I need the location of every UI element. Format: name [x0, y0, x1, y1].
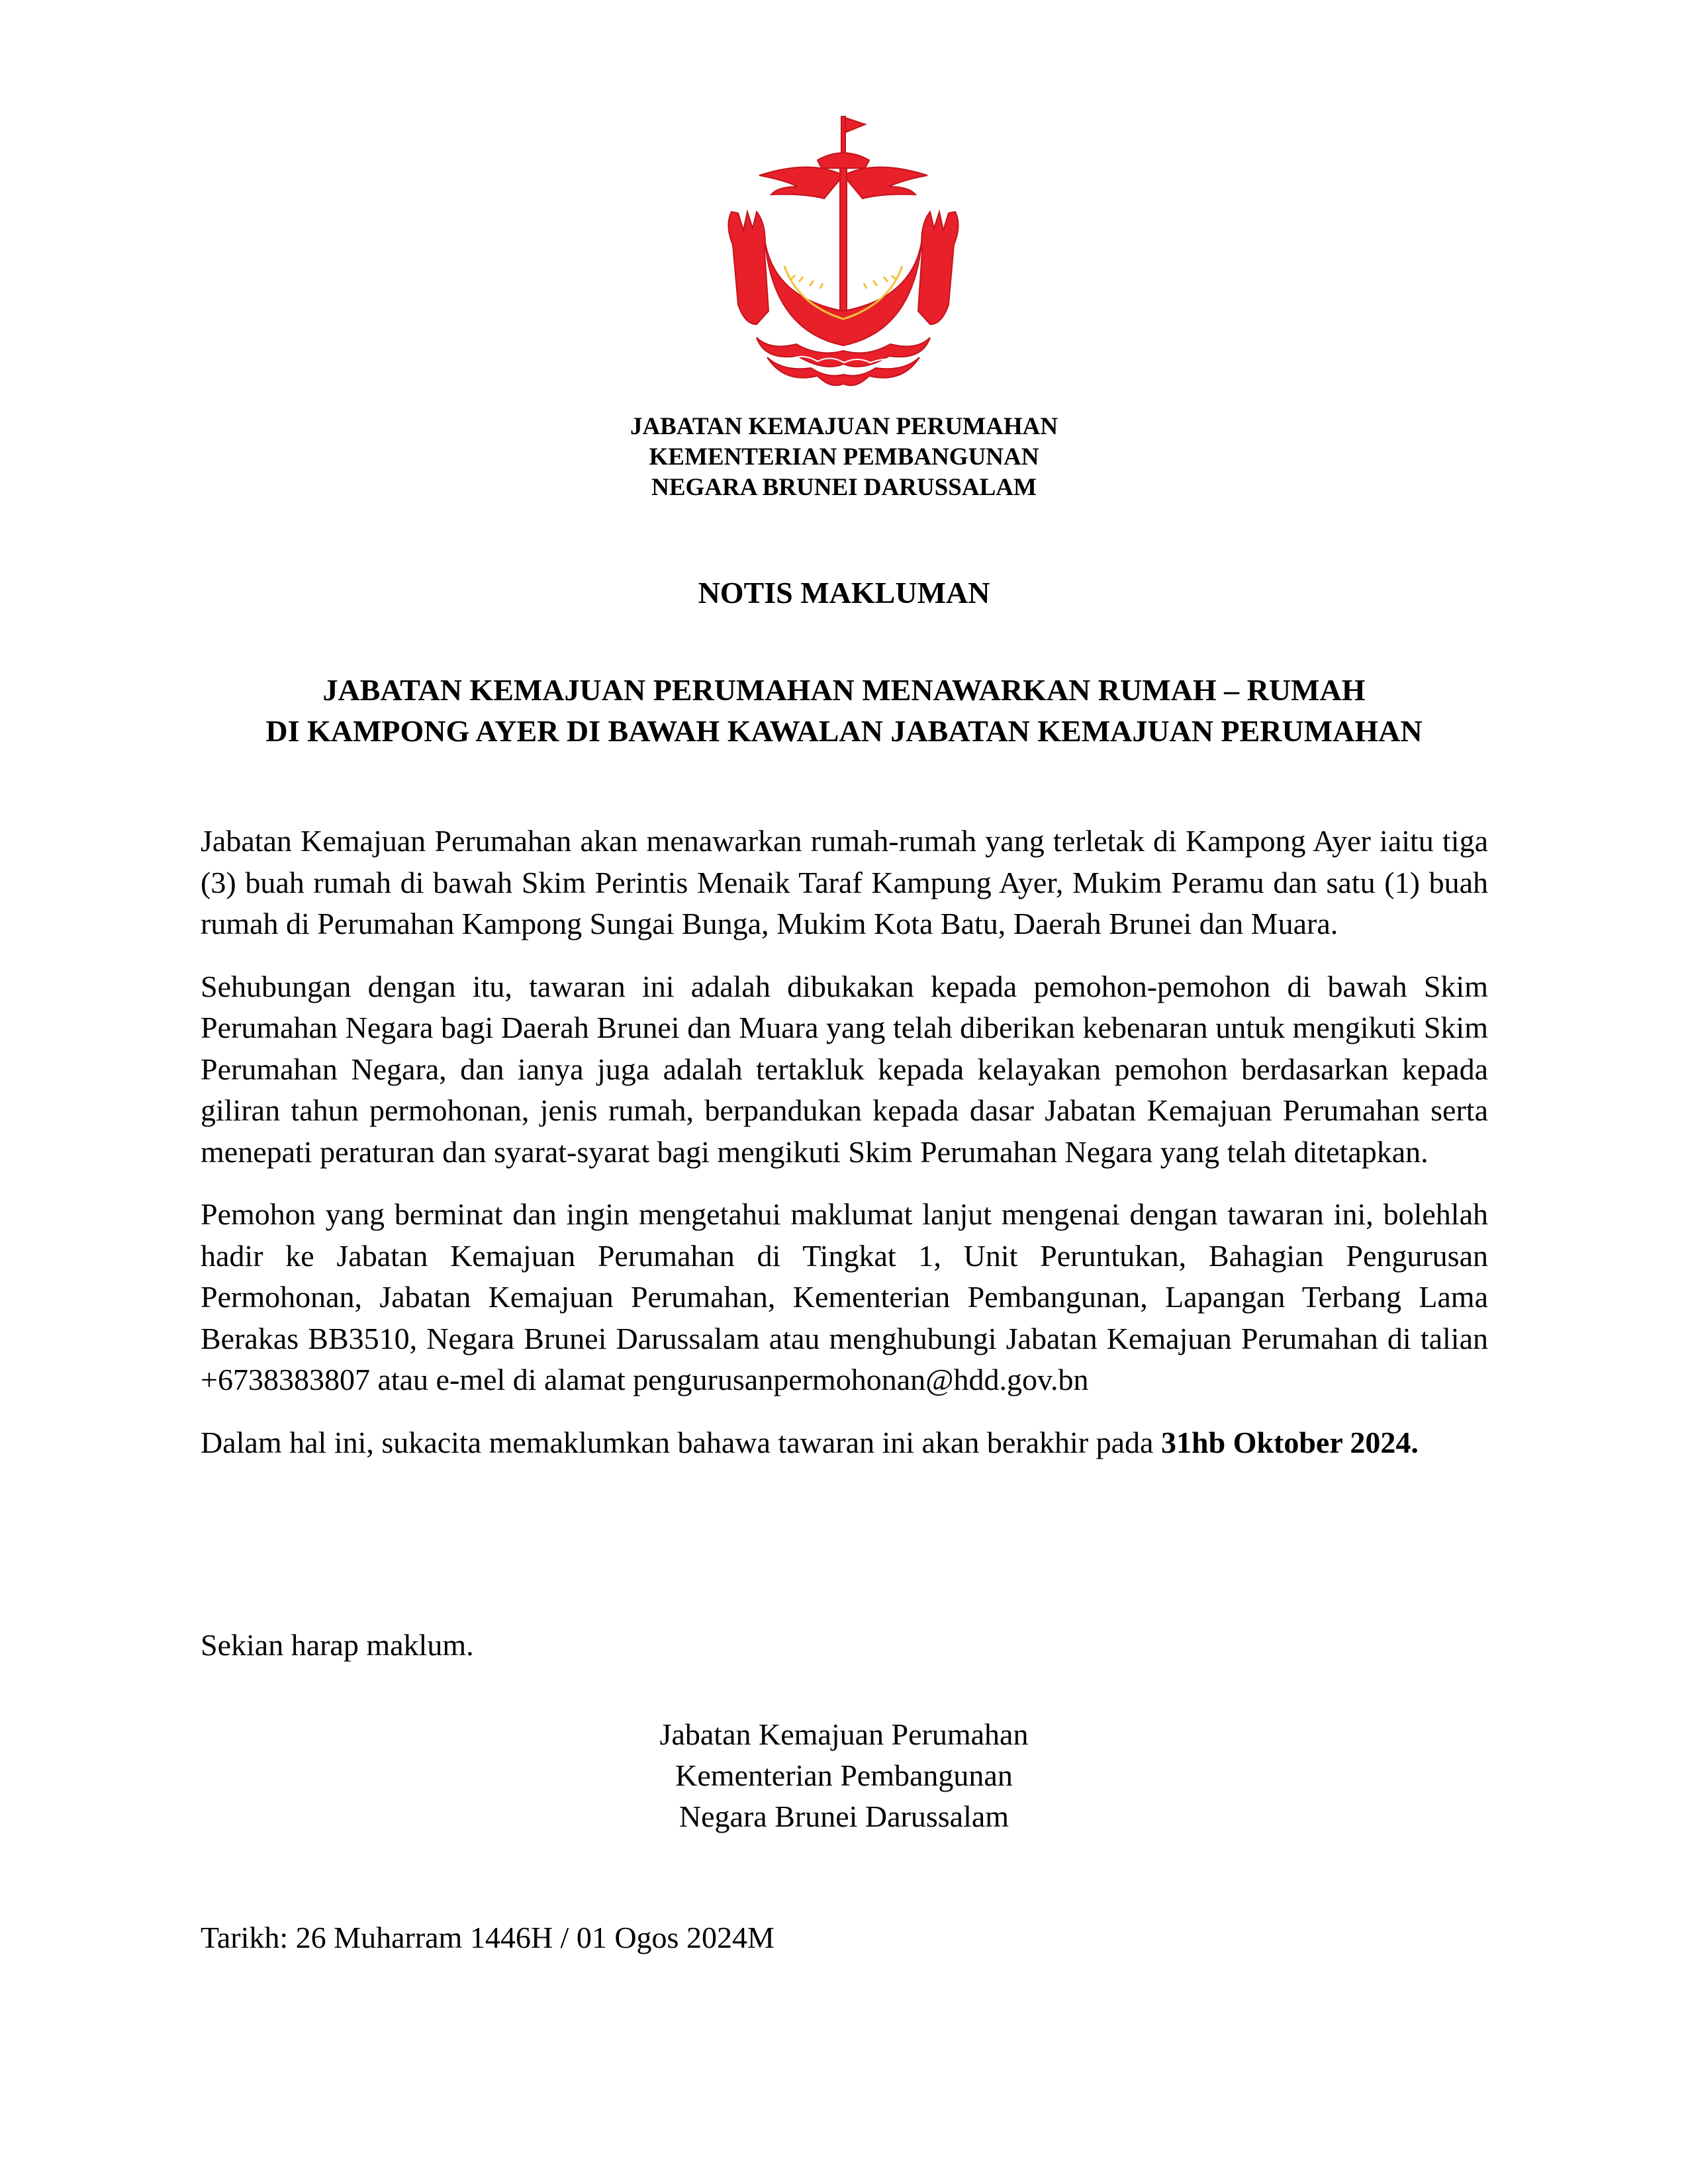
brunei-coat-of-arms-icon — [718, 113, 970, 397]
signature-block — [0, 1714, 1688, 1837]
deadline-date: 31hb Oktober 2024. — [1160, 1425, 1419, 1459]
letterhead-country: NEGARA BRUNEI DARUSSALAM — [651, 474, 1037, 501]
notice-body — [201, 821, 1488, 1484]
paragraph-deadline — [201, 1422, 1488, 1464]
closing-remark: Sekian harap maklum. — [201, 1628, 474, 1662]
signature-ministry: Kementerian Pembangunan — [675, 1758, 1013, 1792]
signature-department: Jabatan Kemajuan Perumahan — [659, 1717, 1029, 1751]
notice-title: NOTIS MAKLUMAN — [698, 576, 990, 610]
notice-subject — [0, 670, 1688, 752]
letterhead-ministry: KEMENTERIAN PEMBANGUNAN — [649, 443, 1039, 471]
letterhead-department: JABATAN KEMAJUAN PERUMAHAN — [630, 413, 1058, 440]
deadline-text: Dalam hal ini, sukacita memaklumkan bahawa tawaran ini akan berakhir pada — [201, 1425, 1161, 1459]
signature-country: Negara Brunei Darussalam — [679, 1799, 1009, 1833]
subject-line-1: JABATAN KEMAJUAN PERUMAHAN MENAWARKAN RUMAH – RUMAH — [322, 673, 1366, 707]
letterhead — [0, 412, 1688, 503]
paragraph-eligibility: Sehubungan dengan itu, tawaran ini adalah dibukakan kepada pemohon-pemohon di bawah Skim Perumahan Negara bagi Daerah Brunei dan Muara yang telah diberikan kebenaran untuk mengikuti Skim Perumahan Negara, dan ianya juga adalah tertakluk kepada kelayakan pemohon berdasarkan kepada giliran tahun permohonan, jenis rumah, berpandukan kepada dasar Jabatan Kemajuan Perumahan serta menepati peraturan dan syarat-syarat bagi mengikuti Skim Perumahan Negara yang telah ditetapkan. — [201, 969, 1488, 1169]
paragraph-offer: Jabatan Kemajuan Perumahan akan menawarkan rumah-rumah yang terletak di Kampong Ayer iaitu tiga (3) buah rumah di bawah Skim Perintis Menaik Taraf Kampung Ayer, Mukim Peramu dan satu (1) buah rumah di Perumahan Kampong Sungai Bunga, Mukim Kota Batu, Daerah Brunei dan Muara. — [201, 824, 1488, 940]
subject-line-2: DI KAMPONG AYER DI BAWAH KAWALAN JABATAN KEMAJUAN PERUMAHAN — [265, 714, 1423, 748]
issue-date: Tarikh: 26 Muharram 1446H / 01 Ogos 2024M — [201, 1921, 774, 1954]
paragraph-contact: Pemohon yang berminat dan ingin mengetahui maklumat lanjut mengenai dengan tawaran ini, bolehlah hadir ke Jabatan Kemajuan Perumahan di Tingkat 1, Unit Peruntukan, Bahagian Pengurusan Permohonan, Jabatan Kemajuan Perumahan, Kementerian Pembangunan, Lapangan Terbang Lama Berakas BB3510, Negara Brunei Darussalam atau menghubungi Jabatan Kemajuan Perumahan di talian +6738383807 atau e-mel di alamat pengurusanpermohonan@hdd.gov.bn — [201, 1197, 1488, 1396]
